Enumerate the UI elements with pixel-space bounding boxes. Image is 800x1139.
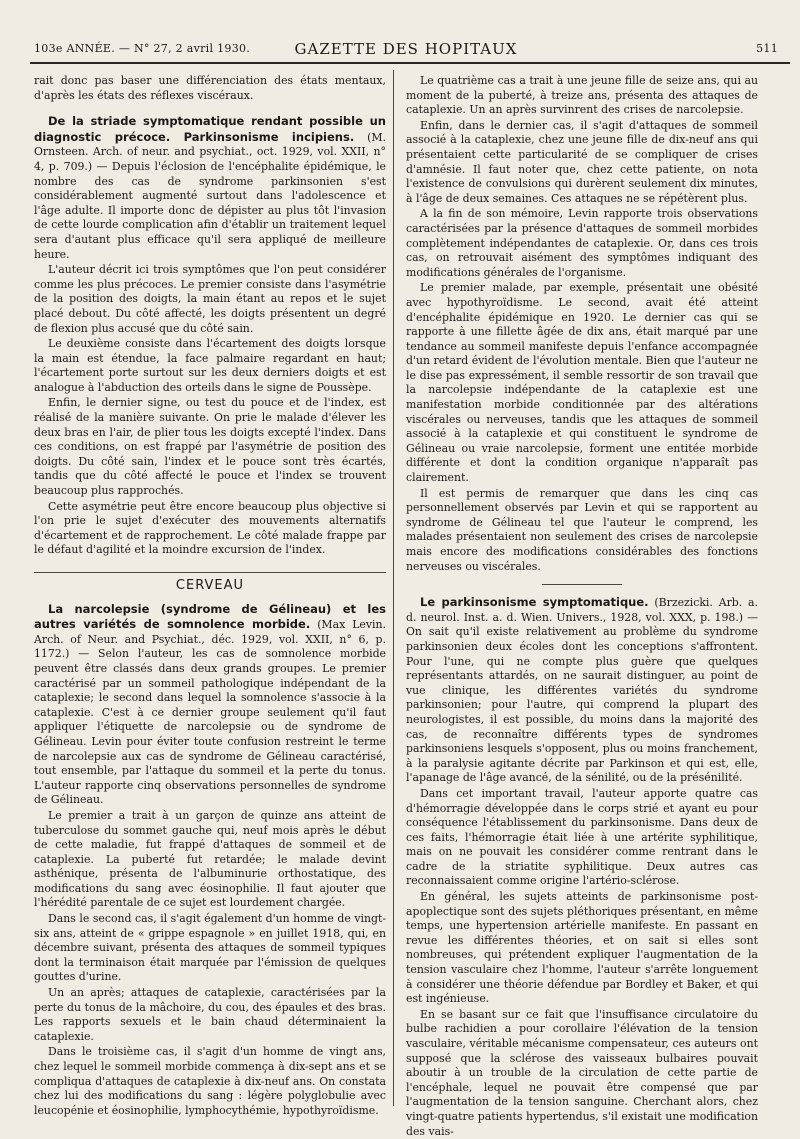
paragraph: Un an après; attaques de cataplexie, caractérisées par la perte du tonus de la mâchoire, du cou, des épaules et des bras. Les rapports sexuels et le bain chaud déterminaient la cataplexie. bbox=[34, 986, 386, 1043]
paragraph: — Depuis l'éclosion de l'encéphalite épidémique, le nombre des cas de syndrome parkinsonien s'est considérablement augmenté surtout dans l'adolescence et l'âge adulte. Il importe donc de dépister au plus tôt l'invasion de cette lourde complication afin d'établir un traitement lequel sera d'autant plus efficace qu'il sera appliqué de meilleure heure. bbox=[34, 159, 386, 261]
paragraph: Le premier malade, par exemple, présentait une obésité avec hypothyroïdisme. Le second, avait été atteint d'encéphalite épidémique en 1920. Le dernier cas qui se rapporte à une fillette âgée de dix ans, était marqué par une tendance au sommeil manifeste depuis l'enfance accompagnée d'un retard évident de l'évolution mentale. Bien que l'auteur ne le dise pas expressément, il semble ressortir de son travail que la narcolepsie indépendante de la cataplexie est une manifestation morbide conditionnée par des altérations viscérales ou nerveuses, tandis que les attaques de sommeil associé à la cataplexie et qui constituent le syndrome de Gélineau ou vraie narcolepsie, forment une entitée morbide différente et dont la condition organique n'apparaît pas clairement. bbox=[406, 281, 758, 485]
article-citation: (Brzezicki. Arb. a. d. neurol. Inst. a. d. Wien. Univers., 1928, vol. XXX, p. 198.) bbox=[406, 596, 758, 624]
page-number: 511 bbox=[756, 42, 778, 55]
section-title: CERVEAU bbox=[175, 578, 245, 593]
left-column bbox=[34, 74, 386, 1117]
paragraph: Cette asymétrie peut être encore beaucoup plus objective si l'on prie le sujet d'exécuter des mouvements alternatifs d'écartement et de rapprochement. Le côté malade frappe par le défaut d'agilité et la moindre excursion de l'index. bbox=[34, 499, 386, 557]
paragraph: — On sait qu'il existe relativement au problème du syndrome parkinsonien deux écoles dont les conceptions s'affrontent. Pour l'une, qui ne compte plus guère que quelques représentants attardés, on ne saurait distinguer, au point de vue clinique, les différentes variétés du syndrome parkinsonien; pour l'autre, qui comprend la plupart des neurologistes, il est possible, du moins dans la majorité des cas, de reconnaître différents types de syndromes parkinsoniens lesquels s'opposent, plus ou moins franchement, à la paralysie agitante décrite par Parkinson et qui est, elle, l'apanage de l'âge avancé, de la sénilité, ou de la présénilité. bbox=[406, 610, 758, 785]
page-header bbox=[34, 38, 778, 60]
paragraph: — Selon l'auteur, les cas de somnolence morbide peuvent être classés dans deux grands groupes. Le premier caractérisé par un sommeil pathologique indépendant de la cataplexie; le second dans lequel la somnolence s'associe à la cataplexie. C'est à ce dernier groupe seulement qu'il faut appliquer l'étiquette de narcolepsie ou de syndrome de Gélineau. Levin pour éviter toute confusion restreint le terme de narcolepsie aux cas de syndrome de Gélineau caractérisé, tout ensemble, par l'attaque du sommeil et la perte du tonus. L'auteur rapporte cinq observations personnelles de syndrome de Gélineau. bbox=[34, 647, 386, 807]
paragraph: A la fin de son mémoire, Levin rapporte trois observations caractérisées par la présence d'attaques de sommeil morbides complètement indépendantes de cataplexie. Or, dans ces trois cas, on retrouvait aisément des symptômes indiquant des modifications générales de l'organisme. bbox=[406, 207, 758, 279]
article-narcolepsie bbox=[34, 602, 386, 808]
journal-title: GAZETTE DES HOPITAUX bbox=[294, 40, 518, 58]
header-rule bbox=[30, 62, 790, 64]
paragraph: Dans cet important travail, l'auteur apporte quatre cas d'hémorragie développée dans le corps strié et ayant eu pour conséquence l'établissement du parkinsonisme. Dans deux de ces faits, l'hémorragie était liée à une artérite syphilitique, mais on ne pouvait les considérer comme rentrant dans le cadre de la striatite syphilitique. Deux autres cas reconnaissaient comme origine l'artério-sclérose. bbox=[406, 786, 758, 888]
paragraph: En général, les sujets atteints de parkinsonisme post-apoplectique sont des sujets pléthoriques présentant, en même temps, une hypertension artérielle manifeste. En passant en revue les différentes théories, et on sait si elles sont nombreuses, qui prétendent expliquer l'augmentation de la tension vasculaire chez l'homme, l'auteur s'arrête longuement à considérer une théorie défendue par Bordley et Baker, et qui est ingénieuse. bbox=[406, 890, 758, 1006]
paragraph: Le quatrième cas a trait à une jeune fille de seize ans, qui au moment de la puberté, à treize ans, présenta des attaques de cataplexie. Un an après survinrent des crises de narcolepsie. bbox=[406, 74, 758, 117]
article-citation: (M. Ornsteen. Arch. of neur. and psychiat., oct. 1929, vol. XXII, n° 4, p. 709.) bbox=[34, 130, 386, 173]
paragraph: Le premier a trait à un garçon de quinze ans atteint de tuberculose du sommet gauche qui, neuf mois après le début de cette maladie, fut frappé d'attaques de sommeil et de cataplexie. La puberté fut retardée; le malade devint asthénique, présenta de l'albuminurie orthostatique, des modifications du sang avec éosinophilie. Il faut ajouter que l'hérédité parentale de ce sujet est lourdement chargée. bbox=[34, 808, 386, 910]
paragraph: Dans le troisième cas, il s'agit d'un homme de vingt ans, chez lequel le sommeil morbide commença à dix-sept ans et se compliqua d'attaques de cataplexie à dix-neuf ans. On constata chez lui des modifications du sang : légère polyglobulie avec leucopénie et éosinophilie, lymphocythémie, hypothyroïdisme. bbox=[34, 1045, 386, 1117]
paragraph: Enfin, le dernier signe, ou test du pouce et de l'index, est réalisé de la manière suivante. On prie le malade d'élever les deux bras en l'air, de plier tous les doigts excepté l'index. Dans ces conditions, on est frappé par l'asymétrie de position des doigts. Du côté sain, l'index et le pouce sont très écartés, tandis que du côté affecté le pouce et l'index se trouvent beaucoup plus rapprochés. bbox=[34, 396, 386, 498]
right-column bbox=[406, 74, 758, 1138]
article-striade bbox=[34, 114, 386, 262]
article-title: Le parkinsonisme symptomatique. bbox=[420, 595, 649, 610]
paragraph: Enfin, dans le dernier cas, il s'agit d'attaques de sommeil associé à la cataplexie, chez une jeune fille de dix-neuf ans qui présentaient cette particularité de se compliquer de crises d'amnésie. Il faut noter que, chez cette patiente, on nota l'existence de convulsions qui durèrent seulement dix minutes, à l'âge de deux semaines. Ces attaques ne se répétèrent plus. bbox=[406, 118, 758, 205]
paragraph: En se basant sur ce fait que l'insuffisance circulatoire du bulbe rachidien a pour corollaire l'élévation de la tension vasculaire, véritable mécanisme compensateur, ces auteurs ont supposé que la sclérose des vaisseaux bulbaires pouvait aboutir à un trouble de la circulation de cette partie de l'encéphale, lequel ne pouvait être compensé que par l'augmentation de la tension sanguine. Cherchant alors, chez vingt-quatre patients hypertendus, s'il existait une modification des vais- bbox=[406, 1007, 758, 1138]
article-citation: (Max Levin. Arch. of Neur. and Psychiat., déc. 1929, vol. XXII, n° 6, p. 1172.) bbox=[34, 618, 386, 661]
separator-rule bbox=[542, 584, 622, 585]
article-title: La narcolepsie (syndrome de Gélineau) et les autres variétés de somnolence morbide. bbox=[34, 601, 386, 632]
paragraph: L'auteur décrit ici trois symptômes que l'on peut considérer comme les plus précoces. Le premier consiste dans l'asymétrie de la position des doigts, la main étant au repos et le sujet placé debout. Du côté affecté, les doigts présentent un degré de flexion plus accusé que du côté sain. bbox=[34, 263, 386, 335]
paragraph: Dans le second cas, il s'agit également d'un homme de vingt-six ans, atteint de « grippe espagnole » en juillet 1918, qui, en décembre suivant, présenta des attaques de sommeil typiques dont la terminaison était marquée par l'émission de quelques gouttes d'urine. bbox=[34, 912, 386, 984]
column-divider bbox=[393, 70, 394, 1106]
section-rule bbox=[34, 572, 386, 573]
section-heading bbox=[34, 572, 386, 594]
paragraph: Il est permis de remarquer que dans les cinq cas personnellement observés par Levin et qui se rapportent au syndrome de Gélineau tel que l'auteur le comprend, les malades présentaient non seulement des crises de narcolepsie mais encore des modifications considérables des fonctions nerveuses ou viscérales. bbox=[406, 486, 758, 573]
paragraph: Le deuxième consiste dans l'écartement des doigts lorsque la main est étendue, la face palmaire regardant en haut; l'écartement porte surtout sur les deux derniers doigts et est analogue à l'abduction des orteils dans le signe de Poussèpe. bbox=[34, 337, 386, 394]
article-title: De la striade symptomatique rendant possible un diagnostic précoce. Parkinsonisme incipiens. bbox=[34, 114, 386, 144]
paragraph: rait donc pas baser une différenciation des états mentaux, d'après les états des réflexes viscéraux. bbox=[34, 74, 386, 102]
issue-info: 103e ANNÉE. — N° 27, 2 avril 1930. bbox=[34, 42, 251, 55]
article-parkinsonisme bbox=[406, 595, 758, 786]
